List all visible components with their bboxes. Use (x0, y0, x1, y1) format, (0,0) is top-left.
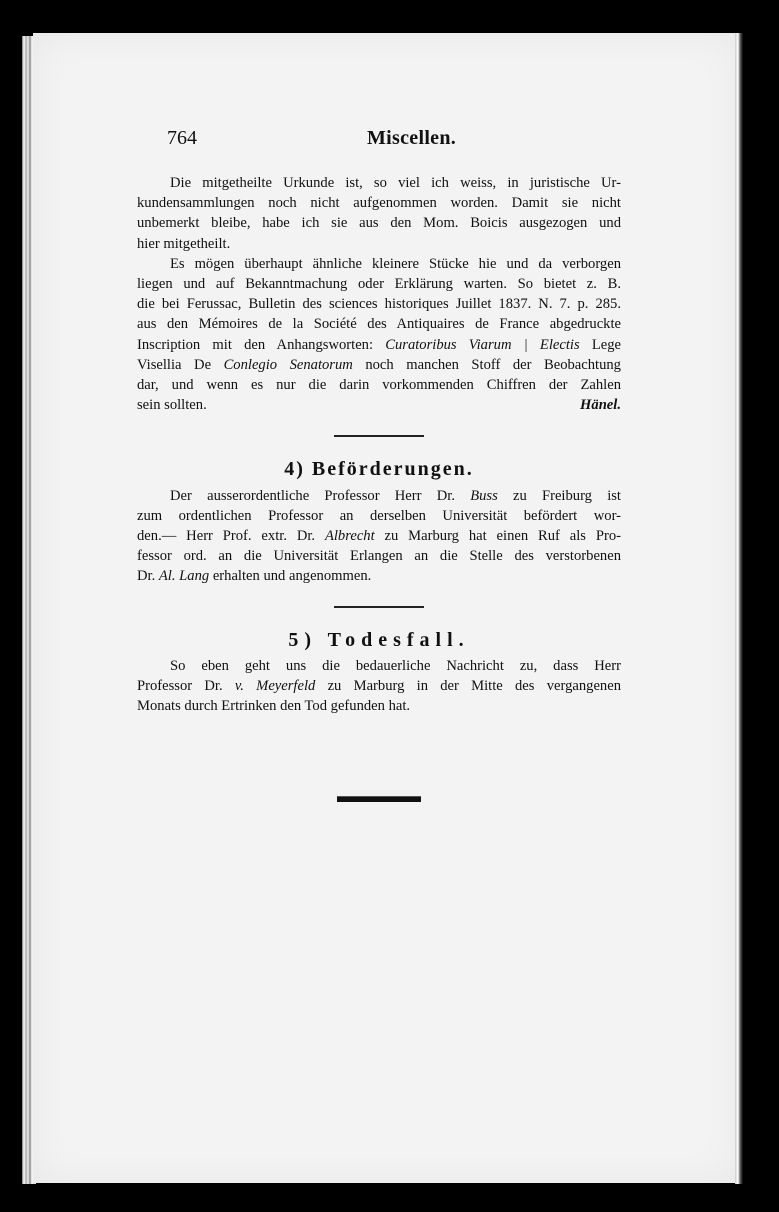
text-line (137, 676, 621, 696)
text-run: zu Freiburg ist (497, 487, 621, 504)
text-run: Visellia De (137, 356, 224, 373)
text-line: Die mitgetheilte Urkunde ist, so viel ich weiss, in juristische Ur- (170, 175, 621, 191)
page-edge-right (735, 33, 743, 1184)
text-run: Inscription mit den Anhangsworten: (137, 336, 386, 353)
page-content (137, 128, 621, 802)
text-run: noch manchen Stoff der Beobachtung (352, 356, 621, 373)
text-run: zu Marburg hat einen Ruf als Pro- (374, 528, 621, 545)
text-line: Monats durch Ertrinken den Tod gefunden hat. (137, 698, 411, 715)
text-line (137, 335, 621, 355)
text-line: fessor ord. an die Universität Erlangen an die Stelle des verstorbenen (137, 548, 621, 565)
signature: Hänel. (580, 397, 621, 414)
text-run: Dr. (137, 568, 159, 585)
text-line: So eben geht uns die bedauerliche Nachricht zu, dass Herr (170, 657, 621, 674)
text-run: zu Marburg in der Mitte des vergangenen (315, 678, 621, 695)
paragraph-stuecke (137, 254, 621, 416)
text-line (137, 395, 621, 415)
section-title-todesfall: 5) Todesfall. (288, 628, 470, 651)
section-title-befoerderungen: 4) Beförderungen. (284, 458, 474, 481)
text-line: die bei Ferussac, Bulletin des sciences historiques Juillet 1837. N. 7. p. 285. (137, 296, 621, 313)
text-line: zum ordentlichen Professor an derselben Universität befördert wor- (137, 507, 621, 524)
text-run: Professor Dr. (137, 678, 235, 695)
text-run: sein sollten. (137, 397, 207, 414)
text-line (137, 486, 621, 506)
person-name: Albrecht (324, 528, 375, 545)
page-header (137, 128, 621, 150)
running-title: Miscellen. (367, 127, 457, 149)
text-line: liegen und auf Bekanntmachung oder Erklärung warten. So bietet z. B. (137, 276, 621, 293)
person-name: v. Meyerfeld (234, 678, 316, 695)
text-line: kundensammlungen noch nicht aufgenommen worden. Damit sie nicht (137, 195, 621, 212)
text-run: Lege (579, 336, 622, 353)
text-line: unbemerkt bleibe, habe ich sie aus den Mom. Boicis ausgezogen und (137, 215, 621, 232)
text-line: dar, und wenn es nur die darin vorkommenden Chiffren der Zahlen (137, 377, 621, 394)
paragraph-urkunde (137, 173, 621, 254)
paragraph-befoerderungen (137, 486, 621, 587)
text-run: erhalten und angenommen. (209, 568, 372, 585)
end-rule (337, 796, 421, 802)
text-run: den.— Herr Prof. extr. Dr. (137, 528, 325, 545)
text-line: Es mögen überhaupt ähnliche kleinere Stücke hie und da verborgen (170, 255, 621, 272)
text-run: Der ausserordentliche Professor Herr Dr. (170, 487, 471, 504)
inscription-text: Conlegio Senatorum (223, 356, 353, 373)
inscription-text: Curatoribus Viarum | Electis (385, 336, 580, 353)
page-number: 764 (167, 127, 197, 149)
person-name: Buss (470, 487, 498, 504)
text-line (137, 566, 621, 586)
text-line (137, 526, 621, 546)
text-line (137, 355, 621, 375)
text-line: aus den Mémoires de la Société des Antiquaires de France abgedruckte (137, 316, 621, 333)
person-name: Al. Lang (158, 568, 210, 585)
text-line: hier mitgetheilt. (137, 235, 231, 252)
paragraph-todesfall (137, 656, 621, 717)
